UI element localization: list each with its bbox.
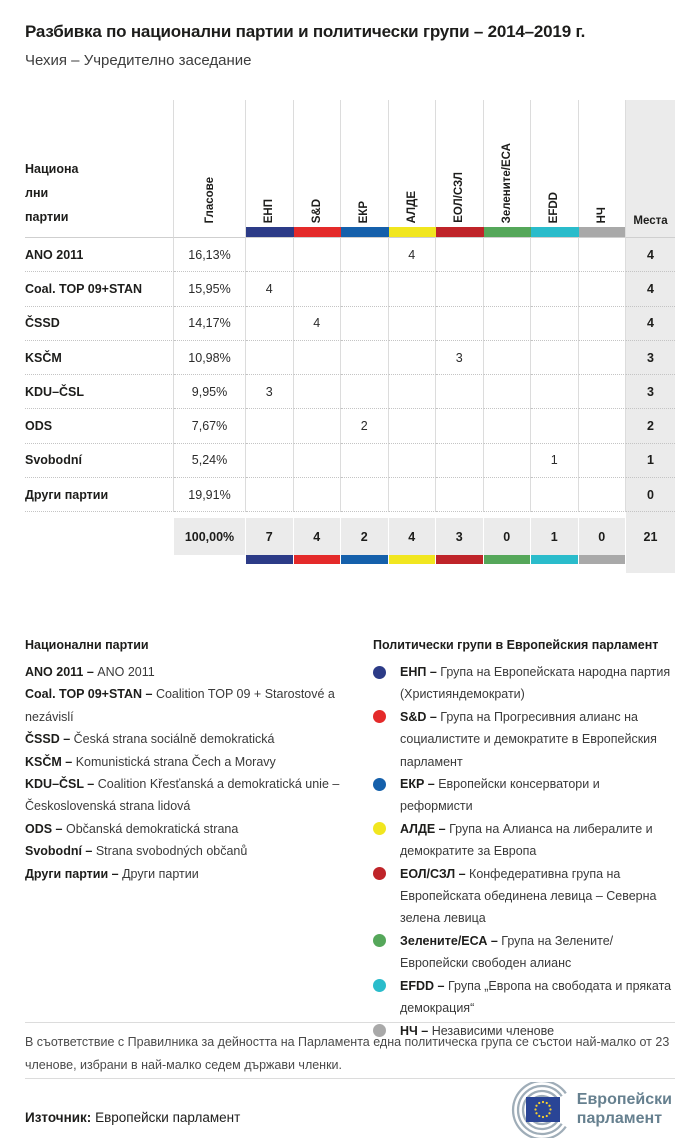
- party-abbreviation: ANO 2011 –: [25, 665, 98, 679]
- group-seats-cell: [246, 238, 294, 272]
- total-votes-cell: 100,00%: [174, 518, 246, 555]
- group-seats-cell: [531, 341, 579, 375]
- party-name-cell: ODS: [25, 409, 174, 443]
- group-abbreviation: ЕОЛ/СЗЛ –: [400, 866, 470, 881]
- group-seats-cell: [436, 409, 484, 443]
- party-abbreviation: Coal. TOP 09+STAN –: [25, 687, 156, 702]
- bottom-spacer: [25, 564, 626, 573]
- group-header-label: ЕОЛ/СЗЛ: [453, 172, 466, 223]
- party-full-name: Strana svobodných občanů: [95, 844, 248, 859]
- group-color-bar: [531, 227, 579, 237]
- group-seats-cell: [579, 375, 627, 409]
- legends: [25, 638, 675, 1042]
- group-color-bar-bottom: [389, 555, 437, 564]
- group-color-dot: [373, 666, 386, 679]
- group-color-bar: [484, 227, 532, 237]
- group-seats-cell: [531, 478, 579, 512]
- total-group-seats-cell: 3: [436, 518, 484, 555]
- party-abbreviation: Други партии –: [25, 866, 123, 881]
- group-seats-cell: [294, 272, 342, 306]
- footnote: В съответствие с Правилника за дейността на Парламента една политическа група се състои най-малко от 23 членове, избрани в най-малко седем държави членки.: [25, 1035, 670, 1072]
- votes-cell: 9,95%: [174, 375, 246, 409]
- group-abbreviation: EFDD –: [400, 978, 448, 993]
- seats-column-tail: [626, 564, 675, 573]
- group-seats-cell: [389, 341, 437, 375]
- national-party-legend-item: [25, 773, 347, 818]
- group-column-header: [436, 100, 484, 238]
- group-column-header: [294, 100, 342, 238]
- group-seats-cell: [341, 444, 389, 478]
- party-full-name: Česká strana sociálně demokratická: [73, 732, 275, 747]
- total-seats-cell: 21: [626, 518, 675, 555]
- divider-bottom: [25, 1078, 675, 1079]
- party-name-cell: KSČM: [25, 341, 174, 375]
- group-seats-cell: [436, 307, 484, 341]
- group-seats-cell: [294, 444, 342, 478]
- seats-total-cell: 4: [626, 238, 675, 272]
- group-header-label: АЛДЕ: [405, 190, 418, 223]
- group-seats-cell: [579, 409, 627, 443]
- group-color-bar-bottom: [579, 555, 627, 564]
- votes-cell: 7,67%: [174, 409, 246, 443]
- political-group-legend-item: [373, 773, 673, 818]
- party-name-cell: Svobodní: [25, 444, 174, 478]
- votes-cell: 19,91%: [174, 478, 246, 512]
- legend-political-groups: [373, 638, 675, 1042]
- votes-cell: 16,13%: [174, 238, 246, 272]
- group-seats-cell: [341, 341, 389, 375]
- group-header-label: EFDD: [548, 191, 561, 223]
- table-corner-header: [25, 100, 174, 238]
- group-seats-cell: [484, 341, 532, 375]
- seats-column-bar-cell: [626, 555, 675, 564]
- group-color-dot: [373, 979, 386, 992]
- party-full-name: Други партии: [122, 866, 199, 881]
- group-color-bar: [389, 227, 437, 237]
- group-full-name: Конфедеративна група на Европейската обединена левица – Северна зелена левица: [400, 866, 657, 926]
- political-group-legend-item: [373, 706, 673, 773]
- group-column-header: [341, 100, 389, 238]
- group-seats-cell: [484, 238, 532, 272]
- bar-row-spacer: [25, 555, 246, 564]
- national-party-legend-item: [25, 751, 347, 773]
- group-seats-cell: [341, 307, 389, 341]
- seats-column-header: [626, 100, 675, 238]
- party-full-name: Občanská demokratická strana: [66, 821, 239, 836]
- total-group-seats-cell: 0: [484, 518, 532, 555]
- group-seats-cell: [294, 238, 342, 272]
- group-seats-cell: [294, 478, 342, 512]
- party-full-name: Coalition TOP 09 + Starostové a nezávislí: [25, 687, 335, 724]
- group-seats-cell: [436, 478, 484, 512]
- party-name-cell: Други партии: [25, 478, 174, 512]
- party-full-name: ANO 2011: [97, 665, 155, 679]
- eu-flag-icon: [526, 1097, 560, 1122]
- party-name-cell: ČSSD: [25, 307, 174, 341]
- group-full-name: Група „Европа на свободата и пряката демокрация“: [400, 978, 672, 1016]
- party-full-name: Komunistická strana Čech a Moravy: [75, 754, 276, 769]
- group-color-bar-bottom: [294, 555, 342, 564]
- group-seats-cell: [389, 409, 437, 443]
- group-full-name: Група на Европейската народна партия (Християндемократи): [400, 665, 671, 702]
- source-line: [25, 1110, 240, 1125]
- group-seats-cell: [531, 375, 579, 409]
- seats-total-cell: 3: [626, 375, 675, 409]
- seats-total-cell: 4: [626, 272, 675, 306]
- group-abbreviation: АЛДЕ –: [400, 821, 450, 836]
- group-seats-cell: [341, 272, 389, 306]
- group-seats-cell: [579, 341, 627, 375]
- group-seats-cell: [484, 375, 532, 409]
- votes-cell: 10,98%: [174, 341, 246, 375]
- group-column-header: [579, 100, 627, 238]
- group-color-bar-bottom: [531, 555, 579, 564]
- seats-total-cell: 2: [626, 409, 675, 443]
- group-seats-cell: [531, 238, 579, 272]
- group-column-header: [531, 100, 579, 238]
- group-color-dot: [373, 867, 386, 880]
- group-abbreviation: Зелените/ЕСА –: [400, 933, 502, 948]
- group-seats-cell: [531, 307, 579, 341]
- group-seats-cell: [436, 375, 484, 409]
- group-color-dot: [373, 934, 386, 947]
- group-abbreviation: НЧ –: [400, 1023, 432, 1038]
- group-seats-cell: [579, 478, 627, 512]
- seats-total-cell: 1: [626, 444, 675, 478]
- group-column-header: [389, 100, 437, 238]
- group-seats-cell: [579, 272, 627, 306]
- votes-cell: 14,17%: [174, 307, 246, 341]
- national-party-legend-item: [25, 683, 347, 728]
- group-seats-cell: 3: [246, 375, 294, 409]
- total-group-seats-cell: 7: [246, 518, 294, 555]
- group-abbreviation: S&D –: [400, 709, 441, 724]
- group-column-header: [246, 100, 294, 238]
- votes-column-header: [174, 100, 246, 238]
- group-full-name: Група на Зелените/Европейски свободен алианс: [400, 933, 614, 971]
- group-seats-cell: [579, 238, 627, 272]
- group-seats-cell: [484, 409, 532, 443]
- legend-political-groups-title: Политически групи в Европейския парламент: [373, 638, 659, 652]
- group-seats-cell: [246, 341, 294, 375]
- group-color-bar-bottom: [436, 555, 484, 564]
- page-title: Разбивка по национални партии и политически групи – 2014–2019 г.: [25, 22, 586, 41]
- corner-header-label: Национални партии: [25, 162, 79, 224]
- group-seats-cell: [436, 238, 484, 272]
- group-header-label: ЕНП: [263, 198, 276, 223]
- group-full-name: Европейски консерватори и реформисти: [400, 777, 600, 814]
- group-full-name: Независими членове: [431, 1023, 555, 1038]
- group-seats-cell: [484, 272, 532, 306]
- national-party-legend-item: [25, 840, 347, 862]
- group-seats-cell: 4: [246, 272, 294, 306]
- group-seats-cell: [484, 444, 532, 478]
- political-group-legend-item: [373, 975, 673, 1020]
- total-group-seats-cell: 4: [294, 518, 342, 555]
- group-seats-cell: [389, 307, 437, 341]
- total-group-seats-cell: 1: [531, 518, 579, 555]
- national-party-legend-item: [25, 863, 347, 885]
- group-seats-cell: [436, 272, 484, 306]
- group-seats-cell: [579, 444, 627, 478]
- national-party-legend-item: [25, 728, 347, 750]
- votes-cell: 15,95%: [174, 272, 246, 306]
- group-seats-cell: [389, 444, 437, 478]
- group-seats-cell: [389, 478, 437, 512]
- political-group-legend-item: [373, 930, 673, 975]
- group-seats-cell: [341, 238, 389, 272]
- group-color-bar: [579, 227, 626, 237]
- group-color-bar-bottom: [341, 555, 389, 564]
- group-abbreviation: ЕНП –: [400, 665, 441, 679]
- group-seats-cell: 4: [294, 307, 342, 341]
- source-label: Източник:: [25, 1110, 92, 1125]
- group-color-bar: [436, 227, 484, 237]
- party-abbreviation: ČSSD –: [25, 732, 74, 747]
- divider-top: [25, 1022, 675, 1023]
- political-group-legend-item: [373, 818, 673, 863]
- group-seats-cell: [531, 409, 579, 443]
- group-seats-cell: [341, 478, 389, 512]
- total-group-seats-cell: 0: [579, 518, 627, 555]
- seats-total-cell: 4: [626, 307, 675, 341]
- group-color-bar-bottom: [246, 555, 294, 564]
- party-name-cell: KDU–ČSL: [25, 375, 174, 409]
- party-abbreviation: ODS –: [25, 821, 66, 836]
- group-seats-cell: [436, 444, 484, 478]
- group-seats-cell: [341, 375, 389, 409]
- group-seats-cell: 1: [531, 444, 579, 478]
- political-group-legend-item: [373, 863, 673, 930]
- group-header-label: Зелените/ЕСА: [500, 142, 513, 223]
- party-abbreviation: Svobodní –: [25, 844, 96, 859]
- group-abbreviation: ЕКР –: [400, 777, 439, 792]
- group-seats-cell: [294, 375, 342, 409]
- group-full-name: Група на Алианса на либералите и демократите за Европа: [400, 821, 653, 859]
- group-seats-cell: [484, 307, 532, 341]
- votes-header-label: Гласове: [203, 176, 216, 223]
- group-seats-cell: [294, 341, 342, 375]
- votes-cell: 5,24%: [174, 444, 246, 478]
- page-subtitle: Чехия – Учредително заседание: [25, 52, 252, 69]
- seats-total-cell: 0: [626, 478, 675, 512]
- legend-national-parties: [25, 638, 373, 1042]
- group-column-header: [484, 100, 532, 238]
- group-seats-cell: [389, 375, 437, 409]
- group-header-label: НЧ: [595, 206, 608, 223]
- political-group-legend-item: [373, 661, 673, 706]
- group-color-dot: [373, 710, 386, 723]
- group-seats-cell: [389, 272, 437, 306]
- national-party-legend-item: [25, 818, 347, 840]
- group-seats-cell: [579, 307, 627, 341]
- party-full-name: Coalition Křesťanská a demokratická unie – Československá strana lidová: [25, 777, 340, 814]
- group-seats-cell: [531, 272, 579, 306]
- european-parliament-logo: [484, 1082, 672, 1138]
- group-seats-cell: 4: [389, 238, 437, 272]
- total-row-label-cell: [25, 518, 174, 555]
- group-seats-cell: [246, 478, 294, 512]
- group-seats-cell: 2: [341, 409, 389, 443]
- party-abbreviation: KDU–ČSL –: [25, 777, 98, 792]
- total-group-seats-cell: 2: [341, 518, 389, 555]
- group-color-dot: [373, 822, 386, 835]
- group-color-bar: [246, 227, 294, 237]
- group-header-label: ЕКР: [358, 200, 371, 223]
- national-party-legend-item: [25, 661, 347, 683]
- ep-logo-text: Европейски парламент: [576, 1091, 672, 1127]
- group-seats-cell: 3: [436, 341, 484, 375]
- ep-hemicycle-icon: [484, 1082, 568, 1138]
- group-color-dot: [373, 778, 386, 791]
- party-name-cell: Coal. TOP 09+STAN: [25, 272, 174, 306]
- party-abbreviation: KSČM –: [25, 754, 76, 769]
- group-seats-cell: [246, 409, 294, 443]
- results-table: [25, 100, 675, 573]
- group-color-bar-bottom: [484, 555, 532, 564]
- source-value: Европейски парламент: [95, 1110, 241, 1125]
- group-seats-cell: [246, 444, 294, 478]
- group-header-label: S&D: [310, 198, 323, 223]
- total-group-seats-cell: 4: [389, 518, 437, 555]
- group-color-bar: [341, 227, 389, 237]
- legend-national-parties-title: Национални партии: [25, 638, 149, 652]
- group-seats-cell: [246, 307, 294, 341]
- group-color-bar: [294, 227, 342, 237]
- party-name-cell: ANO 2011: [25, 238, 174, 272]
- seats-total-cell: 3: [626, 341, 675, 375]
- group-full-name: Група на Прогресивния алианс на социалистите и демократите в Европейския парламент: [400, 709, 657, 769]
- seats-header-label: Места: [633, 215, 668, 227]
- group-seats-cell: [484, 478, 532, 512]
- group-seats-cell: [294, 409, 342, 443]
